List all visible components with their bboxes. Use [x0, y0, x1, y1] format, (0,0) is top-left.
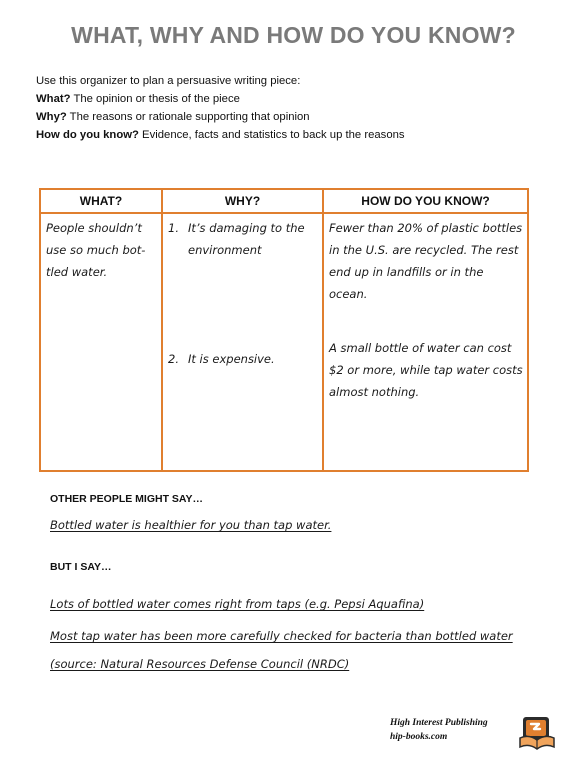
reason-number: 2. [168, 352, 179, 366]
how-column [324, 190, 527, 470]
instructions-line: Use this organizer to plan a persuasive writing piece: [36, 75, 301, 87]
reason-line: It is expensive. [188, 352, 275, 366]
what-description: The opinion or thesis of the piece [70, 93, 240, 105]
how-column-header: HOW DO YOU KNOW? [361, 194, 490, 208]
why-column [163, 190, 324, 470]
evidence-line: end up in landfills or in the [329, 265, 484, 279]
publisher-name: High Interest Publishing [390, 718, 488, 728]
rebuttal-line[interactable]: (source: Natural Resources Defense Council (NRDC) [50, 657, 350, 671]
opinion-line: use so much bot- [46, 243, 146, 257]
publisher-website: hip-books.com [390, 732, 448, 742]
how-description: Evidence, facts and statistics to back up the reasons [138, 129, 405, 141]
instructions-what [36, 90, 405, 108]
evidence-line: $2 or more, while tap water costs [329, 363, 523, 377]
rebuttal-label: BUT I SAY… [50, 561, 112, 573]
publisher-credit [390, 716, 488, 744]
opinion-cell[interactable] [46, 217, 157, 283]
reason-item[interactable] [168, 217, 318, 261]
organizer-table [39, 188, 529, 472]
how-label: How do you know? [36, 129, 139, 141]
instructions-how [36, 126, 405, 144]
counterargument-label: OTHER PEOPLE MIGHT SAY… [50, 493, 204, 505]
evidence-line: Fewer than 20% of plastic bottles [329, 221, 523, 235]
why-column-header: WHY? [224, 194, 261, 208]
opinion-line: tled water. [46, 265, 108, 279]
rebuttal-line[interactable]: Most tap water has been more carefully checked for bacteria than bottled water [50, 629, 513, 643]
open-book-logo-icon [517, 714, 557, 754]
why-label: Why? [36, 111, 67, 123]
what-label: What? [36, 93, 71, 105]
reason-line: It’s damaging to the [188, 221, 305, 235]
instructions [36, 72, 405, 144]
reason-line: environment [188, 243, 262, 257]
evidence-cell[interactable] [329, 217, 523, 305]
what-column [41, 190, 163, 470]
opinion-line: People shouldn’t [46, 221, 142, 235]
evidence-cell[interactable] [329, 337, 523, 403]
page-title: WHAT, WHY AND HOW DO YOU KNOW? [71, 22, 516, 48]
rebuttal-line[interactable]: Lots of bottled water comes right from taps (e.g. Pepsi Aquafina) [50, 597, 425, 611]
evidence-line: A small bottle of water can cost [329, 341, 512, 355]
instructions-why [36, 108, 405, 126]
evidence-line: ocean. [329, 287, 368, 301]
what-column-header: WHAT? [79, 194, 123, 208]
evidence-line: almost nothing. [329, 385, 420, 399]
evidence-line: in the U.S. are recycled. The rest [329, 243, 519, 257]
reason-item[interactable] [168, 348, 318, 370]
reason-number: 1. [168, 221, 179, 235]
counterargument-text[interactable]: Bottled water is healthier for you than tap water. [50, 518, 332, 532]
why-description: The reasons or rationale supporting that opinion [66, 111, 310, 123]
